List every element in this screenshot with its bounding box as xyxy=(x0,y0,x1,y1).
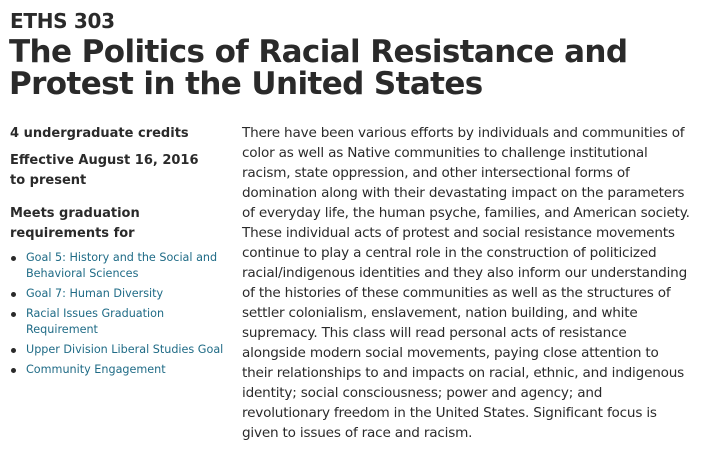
bullet-icon xyxy=(11,292,16,297)
course-sidebar xyxy=(10,124,228,382)
graduation-requirements-list xyxy=(10,250,228,378)
bullet-icon xyxy=(11,368,16,373)
list-item xyxy=(10,250,228,282)
goal-5-link[interactable]: Goal 5: History and the Social and Behavioral Sciences xyxy=(26,251,218,280)
graduation-requirements-heading xyxy=(10,204,228,244)
course-code: ETHS 303 xyxy=(10,9,115,33)
upper-division-liberal-studies-link[interactable]: Upper Division Liberal Studies Goal xyxy=(26,343,224,356)
goal-7-link[interactable]: Goal 7: Human Diversity xyxy=(26,287,164,300)
effective-date xyxy=(10,151,228,191)
list-item xyxy=(10,286,228,302)
page-title: The Politics of Racial Resistance and Protest in the United States xyxy=(9,34,628,102)
bullet-icon xyxy=(11,312,16,317)
graduation-requirements-line1: Meets graduation xyxy=(10,206,140,221)
effective-date-line1: Effective August 16, 2016 xyxy=(10,153,199,168)
bullet-icon xyxy=(11,256,16,261)
bullet-icon xyxy=(11,348,16,353)
racial-issues-requirement-link[interactable]: Racial Issues Graduation Requirement xyxy=(26,307,165,336)
effective-date-line2: to present xyxy=(10,173,87,188)
community-engagement-link[interactable]: Community Engagement xyxy=(26,363,166,376)
course-description: There have been various efforts by individuals and communities of color as well as Native communities to challenge institutional racism, state oppression, and other intersectional forms of domination along with their devastating impact on the parameters of everyday life, the human psyche, families, and American society. These individual acts of protest and social resistance movements continue to play a central role in the construction of politicized racial/indigenous identities and they also inform our understanding of the histories of these communities as well as the structures of settler colonialism, enslavement, nation building, and white supremacy. This class will read personal acts of resistance alongside modern social movements, paying close attention to their relationships to and impacts on racial, ethnic, and indigenous identity; social consciousness; power and agency; and revolutionary freedom in the United States. Significant focus is given to issues of race and racism. xyxy=(242,125,690,441)
list-item xyxy=(10,342,228,358)
list-item xyxy=(10,362,228,378)
graduation-requirements-line2: requirements for xyxy=(10,226,135,241)
credits-info: 4 undergraduate credits xyxy=(10,126,189,141)
list-item xyxy=(10,306,228,338)
